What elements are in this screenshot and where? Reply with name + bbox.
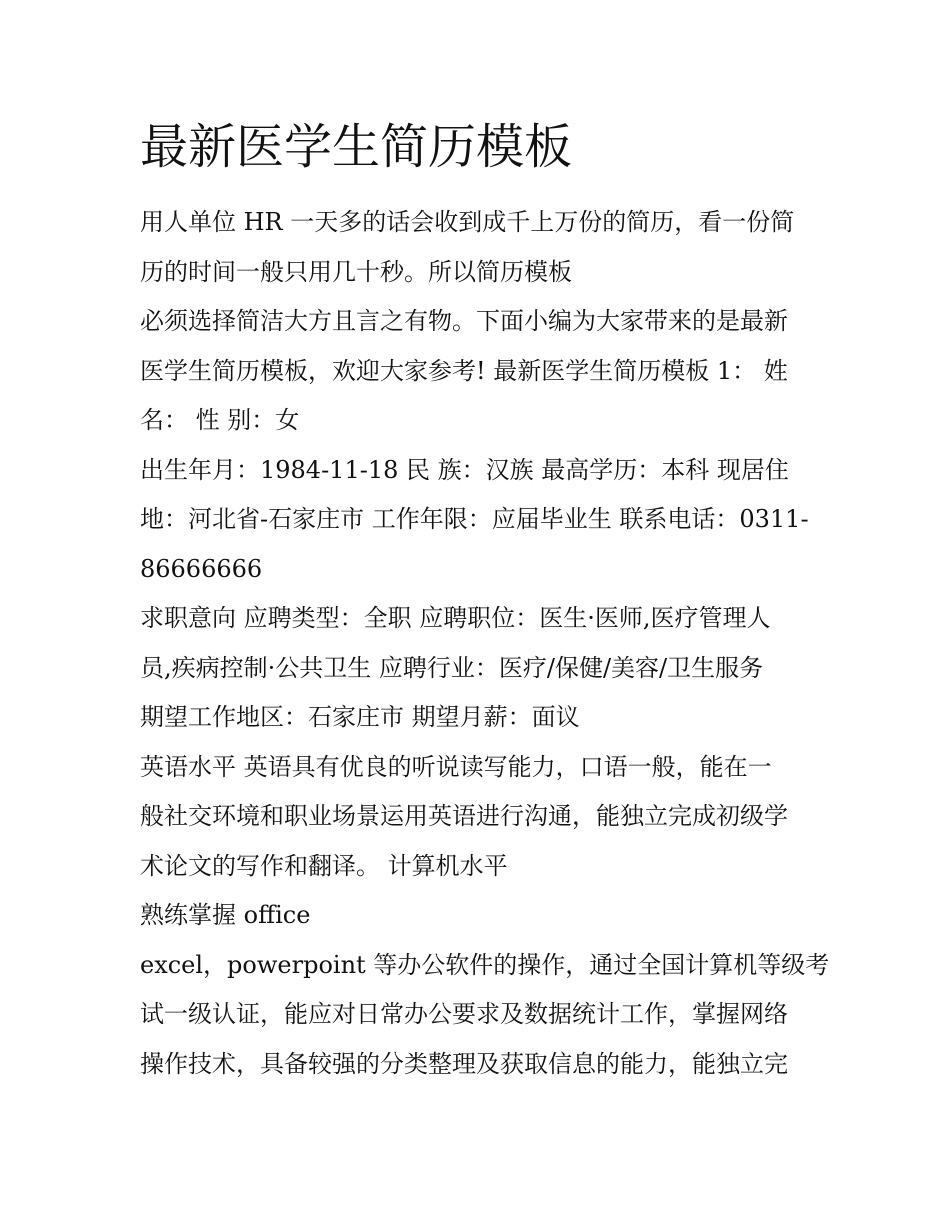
body-line: 熟练掌握 office: [140, 901, 311, 929]
body-line: 86666666: [140, 554, 263, 583]
body-line: 必须选择简洁大方且言之有物。下面小编为大家带来的是最新: [140, 307, 788, 335]
body-line: 期望工作地区：石家庄市 期望月薪：面议: [140, 703, 580, 731]
body-line: 出生年月：1984-11-18 民 族：汉族 最高学历：本科 现居住: [140, 455, 789, 484]
body-line: 英语水平 英语具有优良的听说读写能力，口语一般，能在一: [140, 752, 772, 781]
document-title: 最新医学生简历模板: [140, 119, 573, 175]
body-line: 术论文的写作和翻译。 计算机水平: [140, 851, 508, 880]
body-line: 求职意向 应聘类型：全职 应聘职位：医生·医师,医疗管理人: [140, 604, 771, 632]
body-line: 地：河北省-石家庄市 工作年限：应届毕业生 联系电话：0311-: [140, 505, 809, 533]
document-body: [140, 198, 830, 1089]
body-line: 操作技术，具备较强的分类整理及获取信息的能力，能独立完: [140, 1049, 788, 1078]
body-line: 员,疾病控制·公共卫生 应聘行业：医疗/保健/美容/卫生服务: [140, 653, 764, 682]
body-line: 名： 性 别：女: [140, 406, 300, 434]
body-line: 历的时间一般只用几十秒。所以简历模板: [140, 257, 572, 286]
body-line: 试一级认证，能应对日常办公要求及数据统计工作，掌握网络: [140, 1000, 788, 1028]
body-line: excel，powerpoint 等办公软件的操作，通过全国计算机等级考: [140, 950, 830, 979]
body-line: 般社交环境和职业场景运用英语进行沟通，能独立完成初级学: [140, 802, 788, 830]
body-line: 用人单位 HR 一天多的话会收到成千上万份的简历，看一份简: [140, 208, 795, 236]
body-line: 医学生简历模板，欢迎大家参考! 最新医学生简历模板 1： 姓: [140, 356, 788, 385]
